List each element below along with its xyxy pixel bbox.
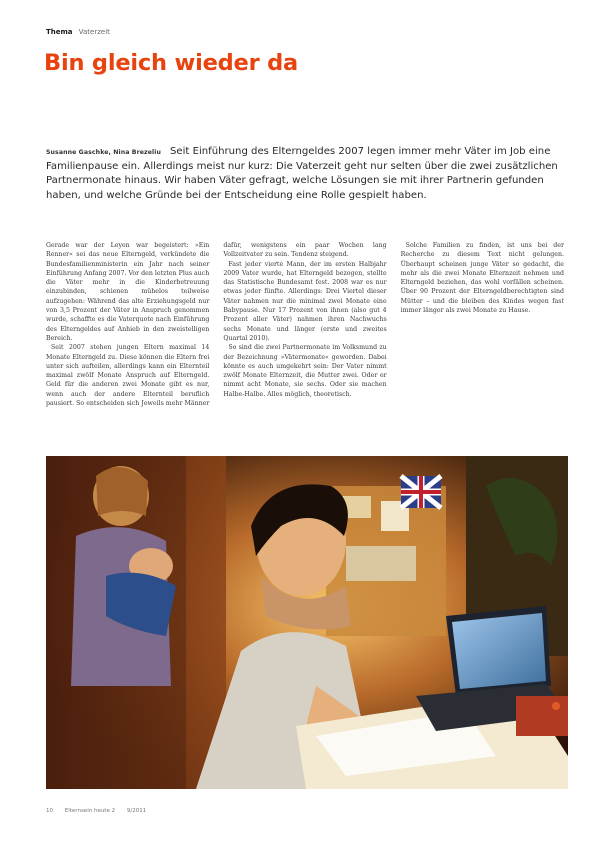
article-lead: [46, 145, 562, 203]
issue-number: 9/2011: [126, 808, 147, 814]
kicker-label: Thema: [46, 28, 73, 36]
author-byline: Susanne Gaschke, Nina Brezeliu: [46, 149, 161, 156]
section-kicker: [46, 28, 110, 36]
body-paragraph: Solche Familien zu finden, ist uns bei der Recherche zu diesem Text nicht gelungen. Überhaupt scheinen junge Väter so gedacht, die mehr als die zwei Monate Elternzeit nehmen und Elterngeld beziehen, das wohl vorfällen scheinen. Über 90 Prozent der Elterngeldberechtigten sind Mütter – und die bleiben des Kindes wegen fast immer länger als zwei Monate zu Hause.: [400, 242, 564, 315]
body-paragraph: Gerade war der Leyen war begeistert: »Ein Renner« sei das neue Elterngeld, verkündete die Bundesfamilienministerin ein Jahr nach seiner Einführung Anfang 2007. Vor den letzten Plus auch die Väter mehr in die Kinderbetreuung einzubinden, schienen mühelos teilweise aufzugehen: Während das alte Erziehungsgeld nur von 3,5 Prozent der Väter in Anspruch genommen wurde, schaffte es die Vaterquote nach Einführung des Elterngeldes auf Anhieb in den zweistelligen Bereich.: [46, 242, 210, 342]
page-number: 10: [46, 808, 53, 814]
article-headline: Bin gleich wieder da: [44, 50, 299, 76]
page-footer: [46, 808, 156, 814]
article-body: [46, 241, 564, 411]
body-paragraph: Seit 2007 stehen jungen Eltern maximal 14 Monate Elterngeld zu. Diese können die Eltern frei unter sich aufteilen, allerdings kann ein Elternteil maximal zwölf Monate Anspruch auf Elterngeld. Geld für die anderen zwei Monate gibt es nur, wenn auch der andere Elternteil beruflich pausiert. So entscheiden sich Jeweils mehr Männer dafür, wenigstens ein paar Wochen lang Vollzeitvater zu sein. Tendenz steigend.: [46, 242, 387, 408]
body-paragraph: Fast jeder vierte Mann, der im ersten Halbjahr 2009 Vater wurde, hat Elterngeld bezogen, stellte das Statistische Bundesamt fest. 2008 war es nur etwas jeder fünfte. Allerdings: Drei Viertel dieser Väter nahmen nur die minimal zwei Monate eine Babypause. Nur 17 Prozent von ihnen (also gut 4 Prozent aller Väter) nahmen ihren Nachwuchs sechs Monate und länger (erste und zweites Quartal 2010).: [223, 260, 387, 342]
lead-text: Seit Einführung des Elterngeldes 2007 legen immer mehr Väter im Job eine Familienpause ein. Allerdings meist nur kurz: Die Vaterzeit geht nur selten über die zwei zusätzlichen Partnermonate hinaus. Wir haben Väter gefragt, welche Lösungen sie mit ihrer Partnerin gefunden haben, und welche Gründe bei der Entscheidung eine Rolle gespielt haben.: [46, 146, 558, 201]
body-paragraph: So sind die zwei Partnermonate im Volksmund zu der Bezeichnung »Vätermonate« geworden. Dabei könnte es auch umgekehrt sein: Der Vater nimmt zwölf Monate Elternzeit, die Mutter zwei. Oder er nimmt acht Monate, sie sechs. Oder sie machen Halbe-Halbe. Alles möglich, theoretisch.: [223, 344, 387, 398]
magazine-name: Elternsein heute 2: [64, 808, 116, 814]
article-photo: [46, 456, 568, 789]
kicker-topic: Vaterzeit: [78, 28, 110, 36]
